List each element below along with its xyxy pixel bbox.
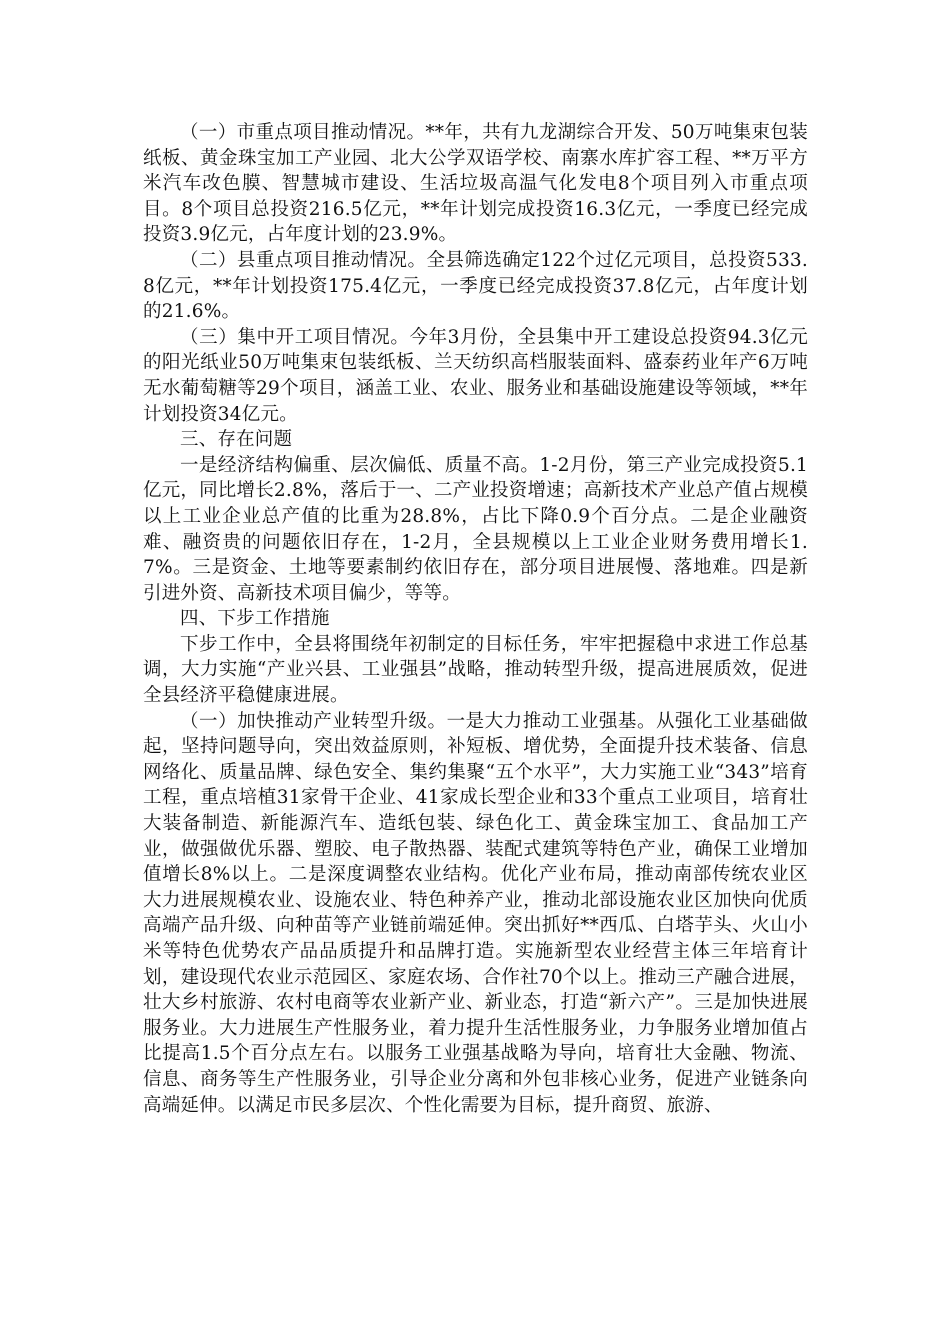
paragraph-concentrated-start-projects: （三）集中开工项目情况。今年3月份，全县集中开工建设总投资94.3亿元的阳光纸业50万吨集束包装纸板、兰天纺织高档服装面料、盛泰药业年产6万吨无水葡萄糖等29个项目，涵盖工业、农业、服务业和基础设施建设等领域，**年计划投资34亿元。 <box>143 326 808 425</box>
paragraph-city-key-projects: （一）市重点项目推动情况。**年，共有九龙湖综合开发、50万吨集束包装纸板、黄金珠宝加工产业园、北大公学双语学校、南寨水库扩容工程、**万平方米汽车改色膜、智慧城市建设、生活垃圾高温气化发电8个项目列入市重点项目。8个项目总投资216.5亿元，**年计划完成投资16.3亿元，一季度已经完成投资3.9亿元，占年度计划的23.9%。 <box>143 122 808 246</box>
paragraph-industrial-upgrade: （一）加快推动产业转型升级。一是大力推动工业强基。从强化工业基础做起，坚持问题导向，突出效益原则，补短板、增优势，全面提升技术装备、信息网络化、质量品牌、绿色安全、集约集聚“五个水平”，大力实施工业“343”培育工程，重点培植31家骨干企业、41家成长型企业和33个重点工业项目，培育壮大装备制造、新能源汽车、造纸包装、绿色化工、黄金珠宝加工、食品加工产业，做强做优乐器、塑胶、电子散热器、装配式建筑等特色产业，确保工业增加值增长8%以上。二是深度调整农业结构。优化产业布局，推动南部传统农业区大力进展规模农业、设施农业、特色种养产业，推动北部设施农业区加快向优质高端产品升级、向种苗等产业链前端延伸。突出抓好**西瓜、白塔芋头、火山小米等特色优势农产品品质提升和品牌打造。实施新型农业经营主体三年培育计划，建设现代农业示范园区、家庭农场、合作社70个以上。推动三产融合进展，壮大乡村旅游、农村电商等农业新产业、新业态，打造“新六产”。三是加快进展服务业。大力进展生产性服务业，着力提升生活性服务业，力争服务业增加值占比提高1.5个百分点左右。以服务工业强基战略为导向，培育壮大金融、物流、信息、商务等生产性服务业，引导企业分离和外包非核心业务，促进产业链条向高端延伸。以满足市民多层次、个性化需要为目标，提升商贸、旅游、 <box>143 710 808 1116</box>
paragraph-county-key-projects: （二）县重点项目推动情况。全县筛选确定122个过亿元项目，总投资533.8亿元，**年计划投资175.4亿元，一季度已经完成投资37.8亿元，占年度计划的21.6%。 <box>143 249 808 323</box>
paragraph-next-steps-intro: 下步工作中，全县将围绕年初制定的目标任务，牢牢把握稳中求进工作总基调，大力实施“产业兴县、工业强县”战略，推动转型升级，提高进展质效，促进全县经济平稳健康进展。 <box>143 633 808 707</box>
paragraph-existing-problems: 一是经济结构偏重、层次偏低、质量不高。1-2月份，第三产业完成投资5.1亿元，同比增长2.8%，落后于一、二产业投资增速；高新技术产业总产值占规模以上工业企业总产值的比重为28.8%，占比下降0.9个百分点。二是企业融资难、融资贵的问题依旧存在，1-2月，全县规模以上工业企业财务费用增长1.7%。三是资金、土地等要素制约依旧存在，部分项目进展慢、落地难。四是新引进外资、高新技术项目偏少，等等。 <box>143 454 808 604</box>
section-heading-existing-problems: 三、存在问题 <box>180 429 293 451</box>
document-body <box>143 120 808 1118</box>
section-heading-next-steps: 四、下步工作措施 <box>180 608 330 630</box>
